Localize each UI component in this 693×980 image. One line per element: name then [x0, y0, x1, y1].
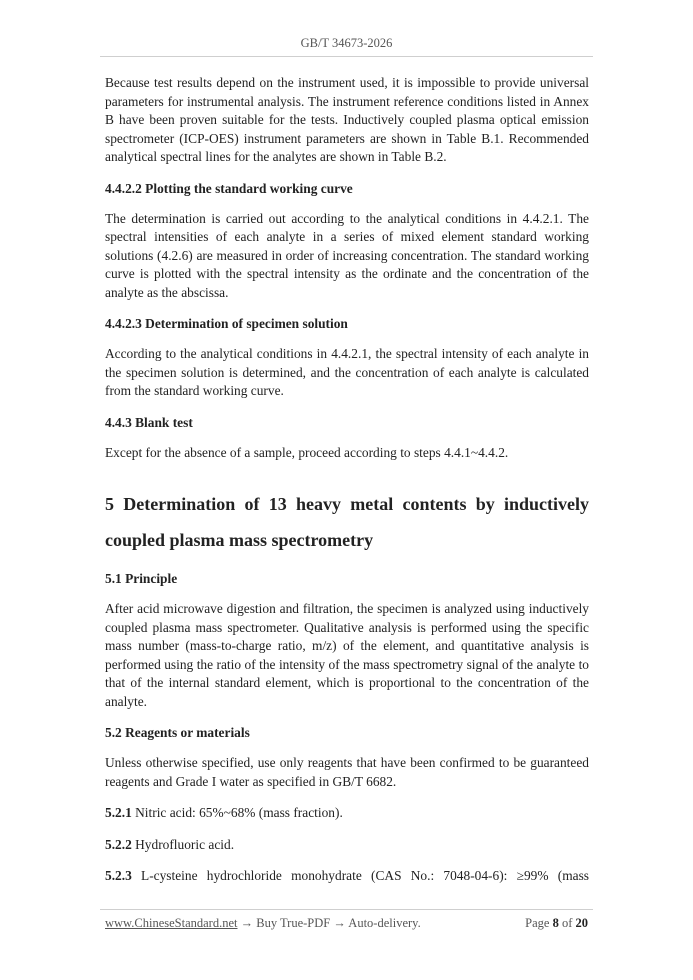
clause-text: L-cysteine hydrochloride monohydrate (CAS No.: 7048-04-6): ≥99% (mass — [131, 868, 589, 883]
page-word: Page — [525, 916, 553, 930]
page-total: 20 — [575, 916, 588, 930]
header-divider — [100, 56, 593, 57]
clause-5-2-3 — [105, 867, 589, 886]
footer-promo — [105, 916, 421, 931]
paragraph-4-4-2-2: The determination is carried out according to the analytical conditions in 4.4.2.1. The spectral intensities of each analyte in a series of mixed element standard working solutions (4.2.6) are measured in order of increasing concentration. The standard working curve is plotted with the spectral intensity as the ordinate and the concentration of the analyte as the abscissa. — [105, 210, 589, 300]
page-number: 8 — [552, 916, 559, 930]
clause-text: Hydrofluoric acid. — [131, 836, 235, 852]
clause-5-2-1 — [105, 804, 589, 823]
heading-4-4-2-2: 4.4.2.2 Plotting the standard working curve — [105, 180, 353, 196]
page-counter — [525, 916, 588, 931]
page-header: GB/T 34673-2026 — [300, 36, 393, 50]
paragraph-5-1: After acid microwave digestion and filtration, the specimen is analyzed using inductively coupled plasma mass spectrometer. Qualitative analysis is performed using the specific mass number (mass-to-charge ratio, m/z) of the element, and quantitative analysis is performed using the ratio of the intensity of the mass spectrometry signal of the analyte to that of the internal standard element, which is proportional to the concentration of the analyte. — [105, 601, 589, 709]
clause-5-2-2 — [105, 836, 589, 855]
heading-5-1: 5.1 Principle — [105, 571, 178, 586]
paragraph-4-4-2-3: According to the analytical conditions in 4.4.2.1, the spectral intensity of each analyte in the specimen solution is determined, and the concentration of each analyte is calculated from the standard working curve. — [105, 346, 589, 398]
footer-tagline: → Buy True-PDF → Auto-delivery. — [237, 916, 421, 930]
clause-text: Nitric acid: 65%~68% (mass fraction). — [131, 805, 343, 820]
intro-paragraph: Because test results depend on the instrument used, it is impossible to provide universal parameters for instrumental analysis. The instrument reference conditions listed in Annex B have been proven suitable for the tests. Inductively coupled plasma optical emission spectrometer (ICP-OES) instrument parameters are shown in Table B.1. Recommended analytical spectral lines for the analytes are shown in Table B.2. — [105, 75, 589, 164]
of-word: of — [558, 916, 576, 930]
footer-divider — [100, 909, 593, 910]
paragraph-4-4-3: Except for the absence of a sample, proceed according to steps 4.4.1~4.4.2. — [105, 444, 509, 460]
clause-number: 5.2.2 — [105, 836, 132, 852]
heading-4-4-3: 4.4.3 Blank test — [105, 414, 193, 430]
page-content — [105, 74, 589, 886]
heading-4-4-2-3: 4.4.2.3 Determination of specimen solution — [105, 316, 348, 331]
site-link[interactable]: www.ChineseStandard.net — [105, 916, 238, 930]
paragraph-5-2: Unless otherwise specified, use only reagents that have been confirmed to be guaranteed reagents and Grade I water as specified in GB/T 6682. — [105, 755, 589, 789]
heading-5-2: 5.2 Reagents or materials — [105, 725, 250, 740]
heading-section-5: 5 Determination of 13 heavy metal contents by inductively coupled plasma mass spectrometry — [105, 494, 589, 550]
clause-number: 5.2.1 — [105, 805, 132, 820]
clause-number: 5.2.3 — [105, 868, 132, 883]
